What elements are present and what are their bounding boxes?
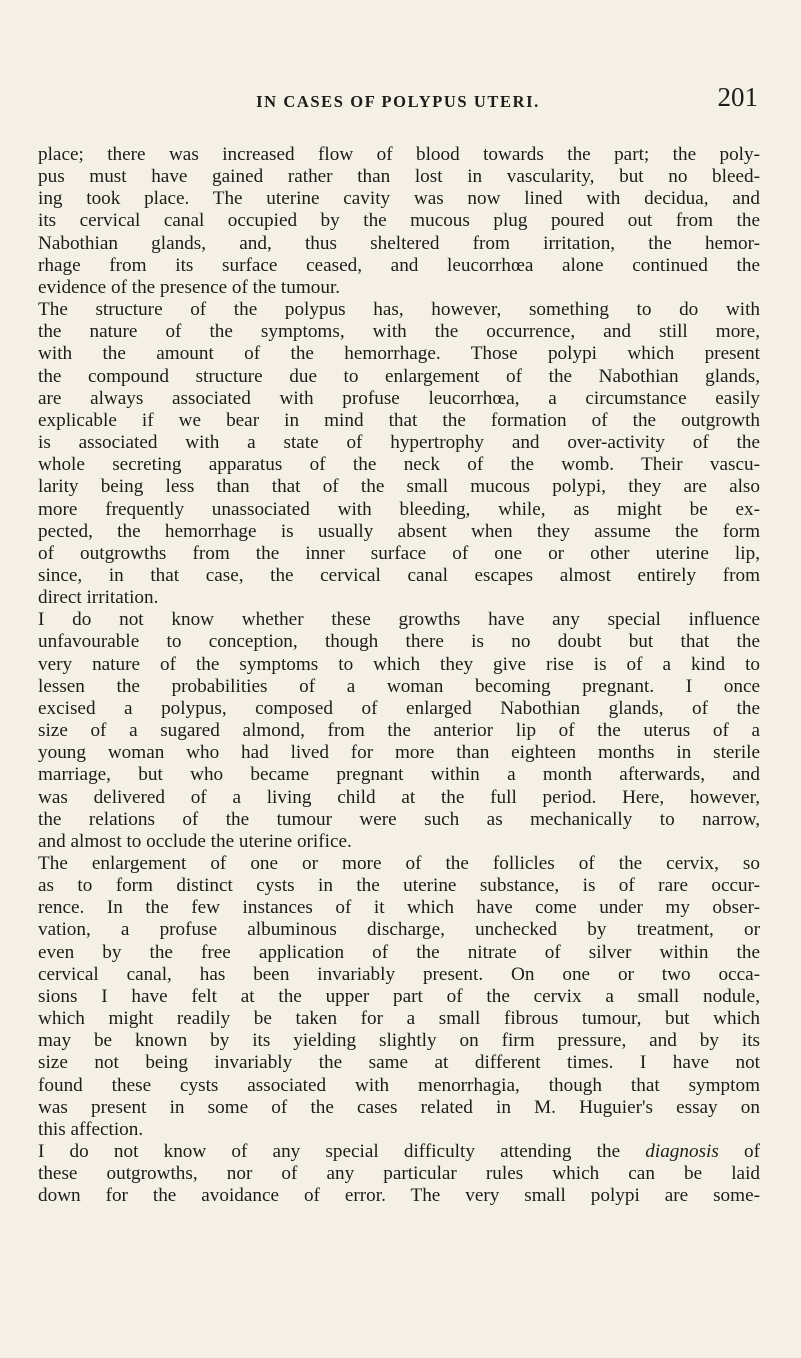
text-line: Nabothian glands, and, thus sheltered from irritation, the hemor- xyxy=(38,232,760,254)
italic-term: diagnosis xyxy=(645,1141,719,1163)
text-line: with the amount of the hemorrhage. Those polypi which present xyxy=(38,343,760,365)
text-line: found these cysts associated with menorrhagia, though that symptom xyxy=(38,1074,760,1096)
text-line: more frequently unassociated with bleeding, while, as might be ex- xyxy=(38,498,760,520)
text-line: the relations of the tumour were such as mechanically to narrow, xyxy=(38,808,760,830)
text-line: cervical canal, has been invariably present. On one or two occa- xyxy=(38,963,760,985)
text-line: marriage, but who became pregnant within a month afterwards, and xyxy=(38,764,760,786)
text-line: very nature of the symptoms to which they give rise is of a kind to xyxy=(38,653,760,675)
text-line: size not being invariably the same at different times. I have not xyxy=(38,1052,760,1074)
page-header xyxy=(38,82,758,124)
text-line: since, in that case, the cervical canal escapes almost entirely from xyxy=(38,564,760,586)
text-line: size of a sugared almond, from the anterior lip of the uterus of a xyxy=(38,720,760,742)
text-line: as to form distinct cysts in the uterine substance, is of rare occur- xyxy=(38,875,760,897)
text-line: The enlargement of one or more of the follicles of the cervix, so xyxy=(38,853,760,874)
text-line: sions I have felt at the upper part of the cervix a small nodule, xyxy=(38,985,760,1007)
text-line: explicable if we bear in mind that the formation of the outgrowth xyxy=(38,409,760,431)
text-line: are always associated with profuse leucorrhœa, a circumstance easily xyxy=(38,387,760,409)
text-line: rhage from its surface ceased, and leucorrhœa alone continued the xyxy=(38,254,760,276)
text-line: excised a polypus, composed of enlarged Nabothian glands, of the xyxy=(38,697,760,719)
text-line: even by the free application of the nitrate of silver within the xyxy=(38,941,760,963)
text-line: place; there was increased flow of blood towards the part; the poly- xyxy=(38,144,760,165)
text-line: the nature of the symptoms, with the occurrence, and still more, xyxy=(38,321,760,343)
text-line: was present in some of the cases related in M. Huguier's essay on xyxy=(38,1096,760,1118)
text-line: direct irritation. xyxy=(38,587,159,609)
text-line: this affection. xyxy=(38,1118,144,1140)
text-line: young woman who had lived for more than eighteen months in sterile xyxy=(38,742,760,764)
text-line: larity being less than that of the small mucous polypi, they are also xyxy=(38,476,760,498)
text-line: of outgrowths from the inner surface of one or other uterine lip, xyxy=(38,542,760,564)
text-line: the compound structure due to enlargement of the Nabothian glands, xyxy=(38,365,760,387)
text-line: pus must have gained rather than lost in vascularity, but no bleed- xyxy=(38,166,760,188)
body-text xyxy=(38,144,760,1208)
text-line: The structure of the polypus has, however, something to do with xyxy=(38,299,760,321)
text-line: and almost to occlude the uterine orifice. xyxy=(38,830,352,852)
text-line: ing took place. The uterine cavity was now lined with decidua, and xyxy=(38,188,760,210)
text-line: its cervical canal occupied by the mucous plug poured out from the xyxy=(38,210,760,232)
text-line: rence. In the few instances of it which have come under my obser- xyxy=(38,897,760,919)
text-segment: I do not know of any special difficulty attending the xyxy=(38,1141,621,1163)
page-number: 201 xyxy=(717,82,758,112)
text-line: vation, a profuse albuminous discharge, unchecked by treatment, or xyxy=(38,919,760,941)
running-head: IN CASES OF POLYPUS UTERI. xyxy=(256,92,540,111)
text-line: is associated with a state of hypertrophy and over-activity of the xyxy=(38,432,760,454)
text-line: may be known by its yielding slightly on firm pressure, and by its xyxy=(38,1030,760,1052)
text-line-with-italic xyxy=(38,1141,760,1163)
text-line: lessen the probabilities of a woman becoming pregnant. I once xyxy=(38,675,760,697)
text-line: unfavourable to conception, though there is no doubt but that the xyxy=(38,631,760,653)
text-line: pected, the hemorrhage is usually absent when they assume the form xyxy=(38,520,760,542)
text-line: was delivered of a living child at the full period. Here, however, xyxy=(38,786,760,808)
text-line: which might readily be taken for a small fibrous tumour, but which xyxy=(38,1008,760,1030)
text-line: evidence of the presence of the tumour. xyxy=(38,276,341,298)
text-line: these outgrowths, nor of any particular rules which can be laid xyxy=(38,1163,760,1185)
text-line: whole secreting apparatus of the neck of the womb. Their vascu- xyxy=(38,454,760,476)
text-segment: of xyxy=(744,1141,761,1163)
text-line: down for the avoidance of error. The very small polypi are some- xyxy=(38,1185,760,1207)
text-line: I do not know whether these growths have any special influence xyxy=(38,609,760,631)
